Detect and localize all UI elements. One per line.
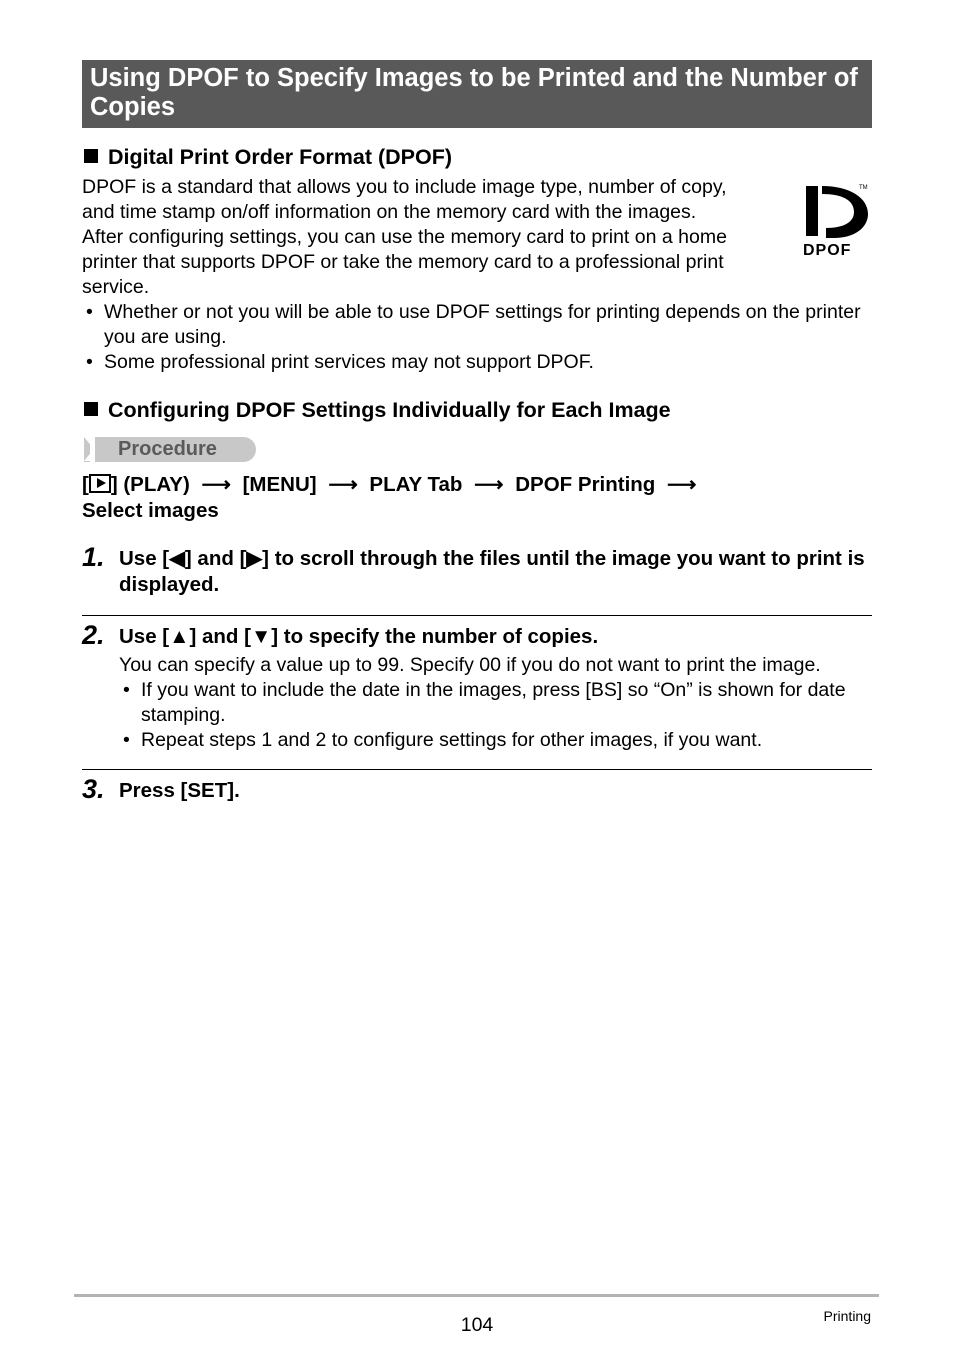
dpof-logo-icon [800, 180, 872, 260]
page-number: 104 [460, 1314, 494, 1336]
down-triangle-icon: ▼ [250, 625, 272, 648]
step-2-number: 2. [82, 620, 105, 650]
arrow-right-icon: ⟶ [201, 473, 231, 496]
step-3-number: 3. [82, 774, 105, 804]
dpof-description: DPOF is a standard that allows you to include image type, number of copy, and time stamp on/off information on the memory card with the images. After configuring settings, you can use the memory card to print on a home printer that supports DPOF or take the memory card to a professional print service. [82, 176, 727, 298]
up-triangle-icon: ▲ [169, 625, 190, 648]
arrow-right-icon: ⟶ [667, 473, 697, 496]
arrow-right-icon: ⟶ [328, 473, 358, 496]
svg-text:TM: TM [859, 185, 868, 191]
square-bullet-icon [84, 402, 98, 416]
step-2-notes-list [119, 678, 871, 753]
list-item: • If you want to include the date in the images, press [BS] so “On” is shown for date stamping. [123, 679, 846, 726]
arrow-right-icon: ⟶ [474, 473, 504, 496]
section-heading-dpof: Digital Print Order Format (DPOF) [84, 144, 452, 170]
svg-text:DPOF: DPOF [803, 242, 852, 259]
dpof-notes-list [82, 300, 872, 375]
step-2-title: Use [▲] and [▼] to specify the number of copies. [119, 625, 599, 648]
play-icon [89, 474, 111, 493]
step-1-number: 1. [82, 542, 105, 572]
section-heading-configuring: Configuring DPOF Settings Individually for Each Image [84, 397, 671, 423]
left-triangle-icon: ◀ [169, 547, 185, 570]
list-item: • Repeat steps 1 and 2 to configure settings for other images, if you want. [123, 729, 763, 751]
footer-divider [74, 1294, 879, 1297]
step-divider [82, 615, 872, 616]
list-item: • Some professional print services may not support DPOF. [86, 351, 594, 373]
step-3-title: Press [SET]. [119, 779, 240, 802]
square-bullet-icon [84, 149, 98, 163]
page-title: Using DPOF to Specify Images to be Printed and the Number of Copies [90, 64, 858, 121]
menu-path: [ ] (PLAY) ⟶ [MENU] ⟶ PLAY Tab ⟶ DPOF Printing ⟶ Select images [82, 473, 697, 522]
step-2-body: You can specify a value up to 99. Specify 00 if you do not want to print the image. [119, 654, 821, 676]
step-divider [82, 769, 872, 770]
step-1-title: Use [◀] and [▶] to scroll through the files until the image you want to print is displayed. [119, 547, 865, 596]
footer-section-name: Printing [823, 1308, 871, 1324]
page-title-bar [82, 60, 872, 128]
list-item: • Whether or not you will be able to use DPOF settings for printing depends on the printer you are using. [86, 301, 861, 348]
right-triangle-icon: ▶ [246, 547, 263, 570]
procedure-label: Procedure [84, 437, 256, 462]
